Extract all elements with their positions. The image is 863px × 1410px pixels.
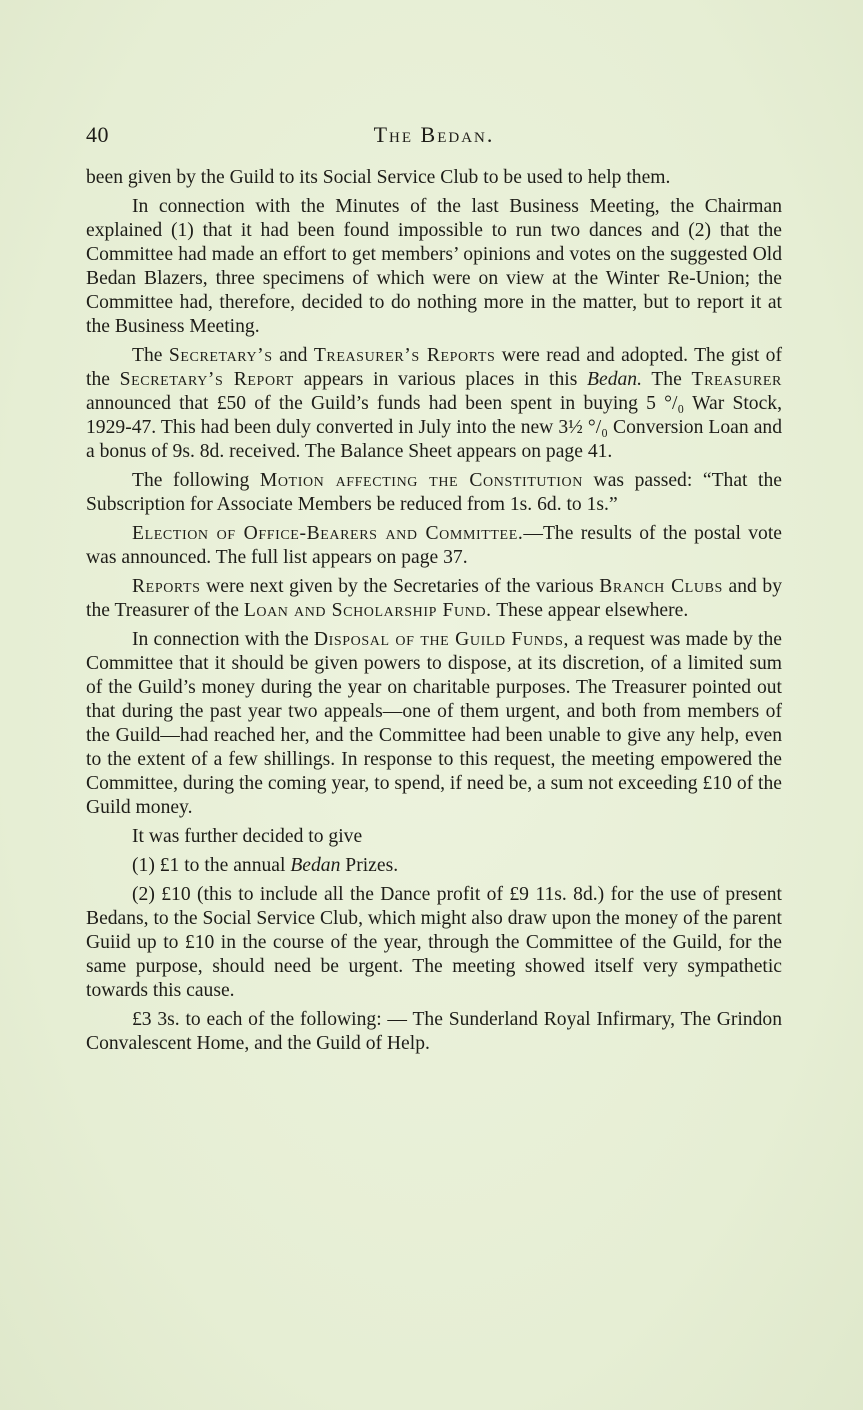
paragraph-2: In connection with the Minutes of the last Business Meeting, the Chairman explained (1) that it had been found impossible to run two dances and (2) that the Committee had made an effort to get members’ opinions and votes on the suggested Old Bedan Blazers, three specimens of which were on view at the Winter Re-Union; the Committee had, therefore, decided to do nothing more in the matter, but to report it at the Business Meeting. (86, 196, 782, 337)
text-run: were next given by the Secretaries of the various (200, 576, 600, 597)
page-number: 40 (86, 122, 109, 147)
text-run: a request was made by the Committee that it should be given powers to dispose, at its discretion, of a limited sum of the Guild’s money during the year on charitable purposes. The Treasurer pointed out that during the past year two appeals—one of them urgent, and both from members of the Guild—had reached her, and the Committee had been unable to give any help, even to the extent of a few shillings. In response to this request, the meeting empowered the Committee, during the coming year, to spend, if need be, a sum not exceeding £10 of the Guild money. (86, 629, 782, 818)
small-caps-run: Branch Clubs (599, 576, 723, 597)
paragraph-4 (86, 469, 782, 517)
italic-run: Bedan (290, 855, 341, 876)
text-run: were read and adopted. The gist of the (86, 345, 782, 390)
small-caps-run: Secretary’s (168, 345, 273, 366)
text-run: Prizes. (340, 855, 399, 876)
text-run: (1) £1 to the annual (132, 855, 291, 876)
text-run: In connection with the (132, 629, 314, 650)
paragraph-9 (86, 854, 782, 878)
paragraph-1: been given by the Guild to its Social Service Club to be used to help them. (86, 167, 671, 188)
text-run: and (272, 345, 314, 366)
text-run: announced that £50 of the Guild’s funds had been spent in buying 5 °/₀ War Stock, 1929-47. This had been duly converted in July into the new 3½ °/₀ Conversion Loan and a bonus of 9s. 8d. received. The Balance Sheet appears on page 41. (86, 393, 782, 462)
italic-run: Bedan. (587, 369, 642, 390)
text-run: —The results of the postal vote was announced. The full list appears on page 37. (86, 523, 782, 568)
text-run: appears in various places in this (293, 369, 588, 390)
running-title: The Bedan. (373, 122, 495, 147)
text-run: These appear elsewhere. (491, 600, 689, 621)
paragraph-8: It was further decided to give (132, 826, 363, 847)
body-text (86, 166, 782, 1061)
paragraph-10: (2) £10 (this to include all the Dance profit of £9 11s. 8d.) for the use of present Bedans, to the Social Service Club, which might also draw upon the money of the parent Guiid up to £10 in the course of the year, through the Committee of the Guild, for the same purpose, should need be urgent. The meeting showed itself very sympathetic towards this cause. (86, 884, 782, 1001)
text-run: The (132, 345, 169, 366)
small-caps-run: Reports (132, 576, 201, 597)
small-caps-run: Treasurer (691, 369, 782, 390)
small-caps-run: Loan and Scholarship Fund. (243, 600, 492, 621)
text-run: The following (132, 470, 260, 491)
small-caps-run: Disposal of the Guild Funds, (313, 629, 570, 650)
text-run: The (642, 369, 692, 390)
paragraph-11: £3 3s. to each of the following: — The Sunderland Royal Infirmary, The Grindon Convalescent Home, and the Guild of Help. (86, 1009, 782, 1054)
page-header (86, 122, 782, 152)
paragraph-6 (86, 575, 782, 623)
text-run: was passed: “That the Subscription for Associate Members be reduced from 1s. 6d. to 1s.” (86, 470, 782, 515)
small-caps-run: Election of Office-Bearers and Committee. (132, 523, 524, 544)
small-caps-run: Treasurer’s Reports (313, 345, 496, 366)
text-run: and by the Treasurer of the (86, 576, 783, 621)
paragraph-7 (86, 628, 782, 820)
paragraph-3 (86, 344, 782, 464)
paragraph-5 (86, 522, 782, 570)
small-caps-run: Motion affecting the Constitution (259, 470, 583, 491)
small-caps-run: Secretary’s Report (119, 369, 294, 390)
